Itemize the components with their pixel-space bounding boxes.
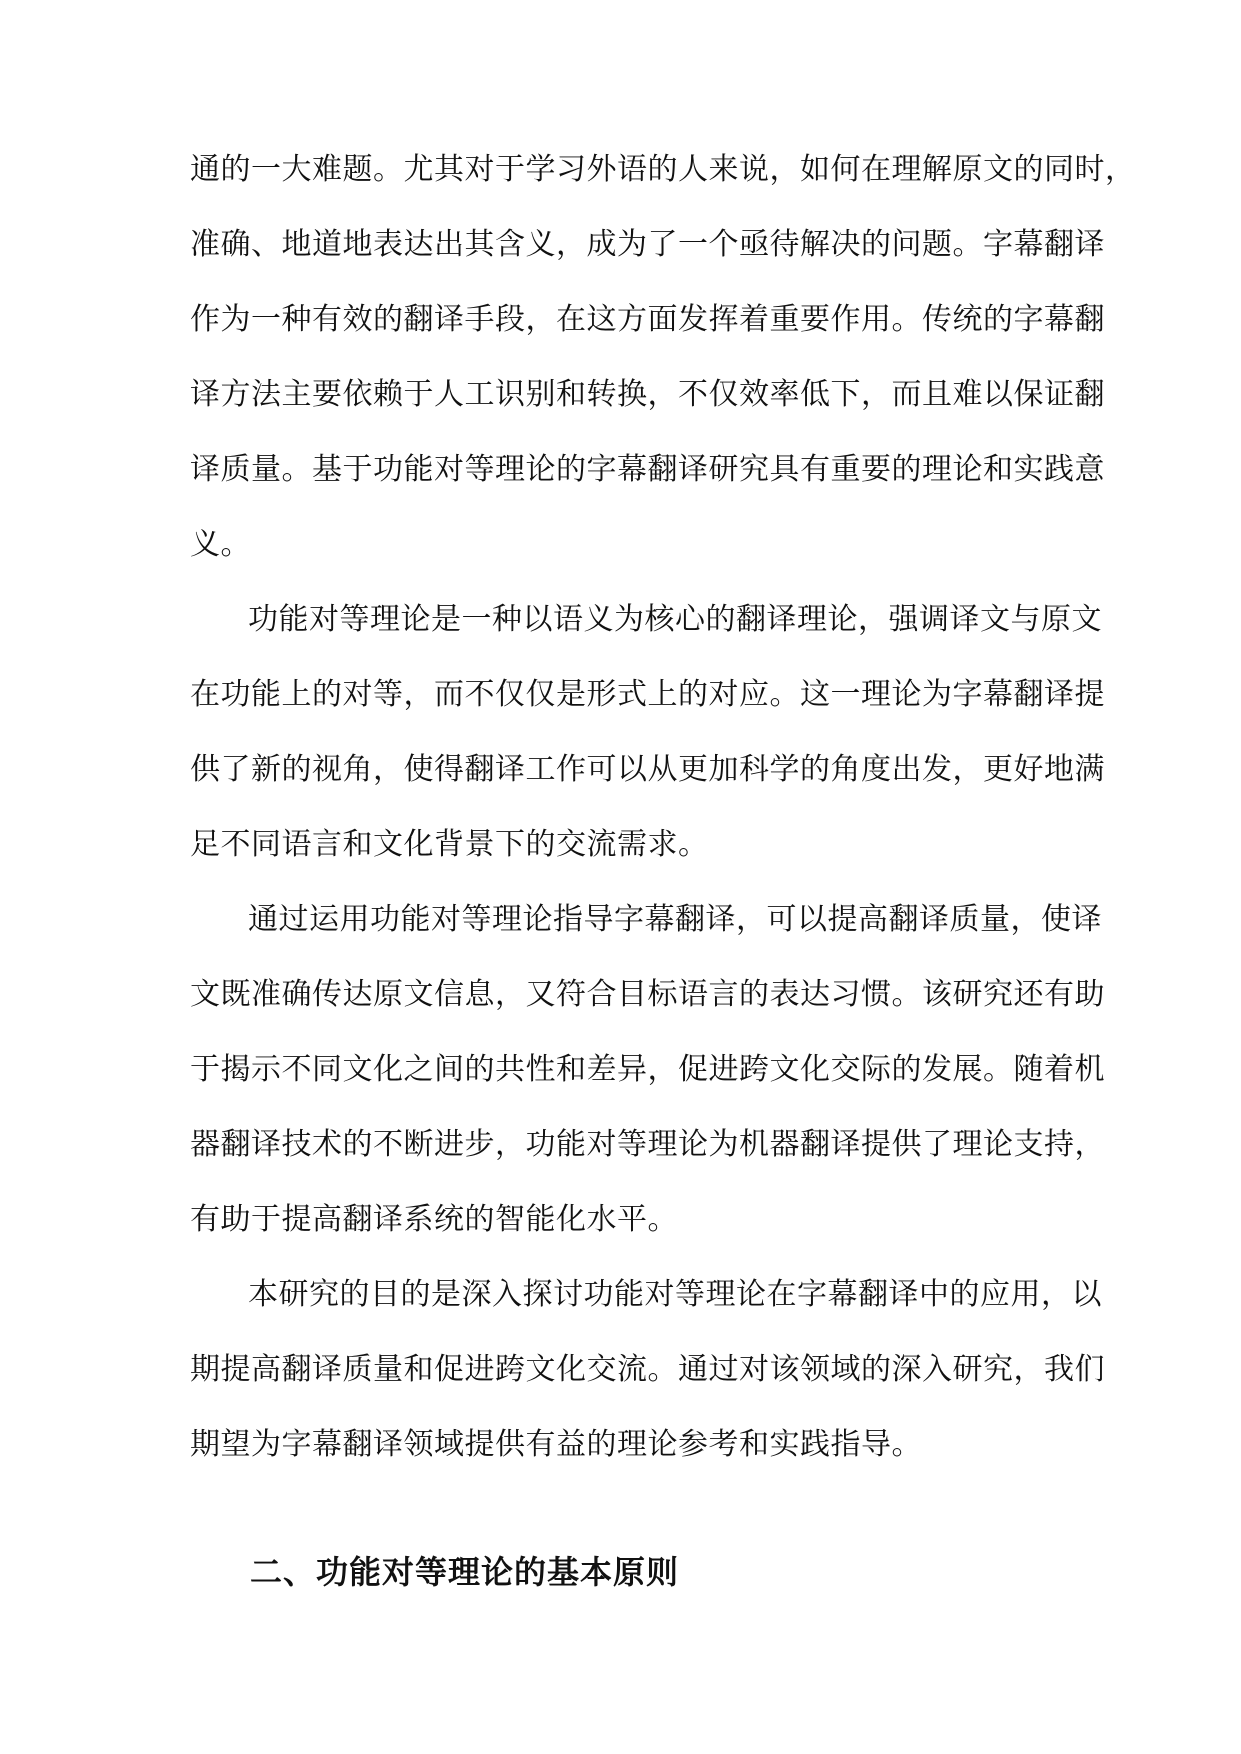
paragraph-4-line-2: 期提高翻译质量和促进跨文化交流。通过对该领域的深入研究，我们 [190,1352,1105,1387]
paragraph-1-line-1: 通的一大难题。尤其对于学习外语的人来说，如何在理解原文的同时， [190,152,1136,187]
paragraph-2-line-4: 足不同语言和文化背景下的交流需求。 [190,827,709,862]
paragraph-4-line-1: 本研究的目的是深入探讨功能对等理论在字幕翻译中的应用，以 [248,1277,1102,1312]
paragraph-1-line-5: 译质量。基于功能对等理论的字幕翻译研究具有重要的理论和实践意 [190,452,1105,487]
paragraph-3-line-1: 通过运用功能对等理论指导字幕翻译，可以提高翻译质量，使译 [248,902,1102,937]
paragraph-1-line-4: 译方法主要依赖于人工识别和转换，不仅效率低下，而且难以保证翻 [190,377,1105,412]
paragraph-2-line-3: 供了新的视角，使得翻译工作可以从更加科学的角度出发，更好地满 [190,752,1105,787]
section-heading: 二、功能对等理论的基本原则 [250,1553,680,1591]
paragraph-3-line-2: 文既准确传达原文信息，又符合目标语言的表达习惯。该研究还有助 [190,977,1105,1012]
paragraph-3-line-5: 有助于提高翻译系统的智能化水平。 [190,1202,678,1237]
paragraph-2-line-1: 功能对等理论是一种以语义为核心的翻译理论，强调译文与原文 [248,602,1102,637]
paragraph-1-line-6: 义。 [190,527,251,562]
paragraph-1-line-3: 作为一种有效的翻译手段，在这方面发挥着重要作用。传统的字幕翻 [190,302,1105,337]
paragraph-2-line-2: 在功能上的对等，而不仅仅是形式上的对应。这一理论为字幕翻译提 [190,677,1105,712]
paragraph-3-line-3: 于揭示不同文化之间的共性和差异，促进跨文化交际的发展。随着机 [190,1052,1105,1087]
paragraph-3-line-4: 器翻译技术的不断进步，功能对等理论为机器翻译提供了理论支持， [190,1127,1105,1162]
paragraph-1-line-2: 准确、地道地表达出其含义，成为了一个亟待解决的问题。字幕翻译 [190,227,1105,262]
paragraph-4-line-3: 期望为字幕翻译领域提供有益的理论参考和实践指导。 [190,1427,922,1462]
